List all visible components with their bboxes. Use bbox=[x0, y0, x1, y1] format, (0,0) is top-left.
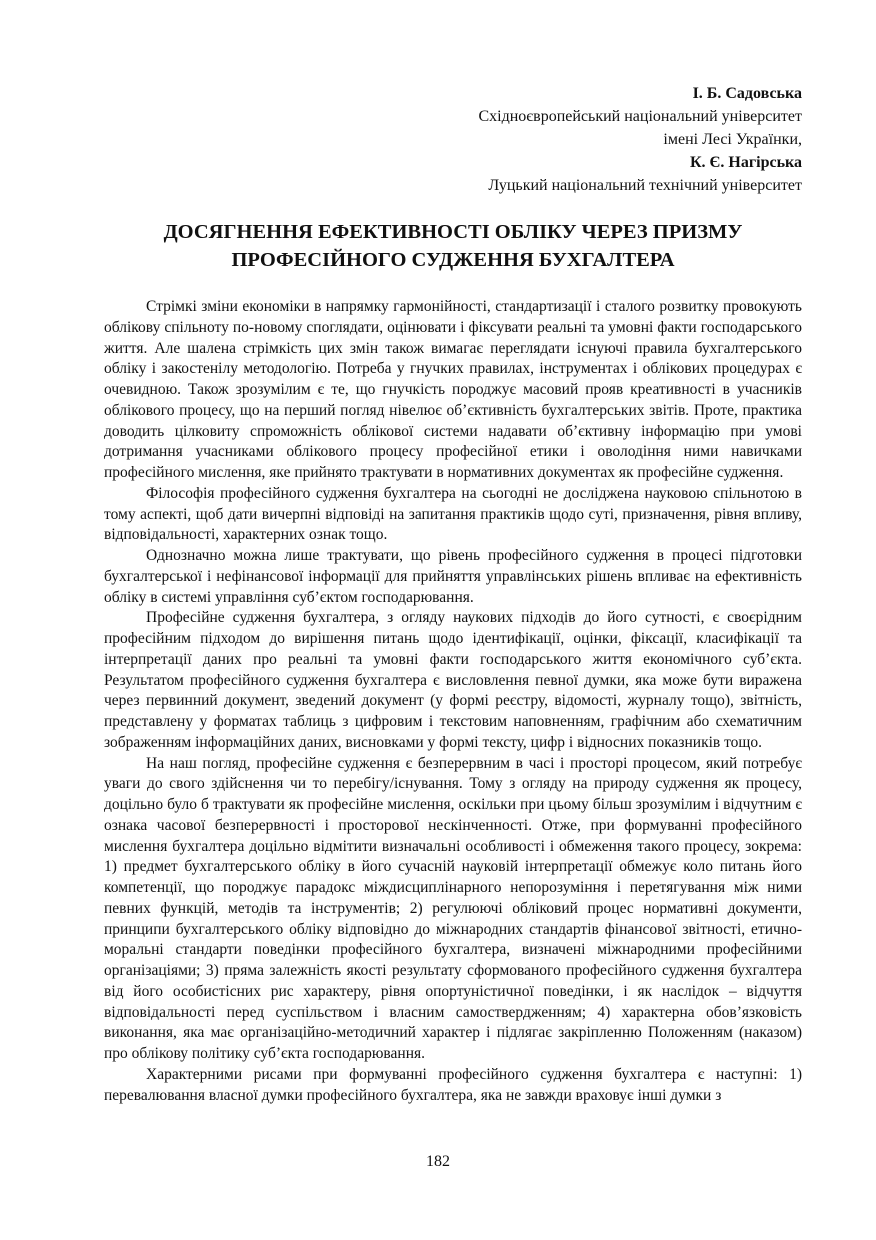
author-block bbox=[104, 82, 802, 197]
author-name: І. Б. Садовська bbox=[692, 85, 802, 102]
body-paragraph: Стрімкі зміни економіки в напрямку гармонійності, стандартизації і сталого розвитку провокують облікову спільноту по-новому споглядати, оцінювати і фіксувати реальні та умовні факти господарського життя. Але шалена стрімкість цих змін також вимагає переглядати існуючі правила бухгалтерського обліку і закостенілу методологію. Потреба у гнучких правилах, інструментах і облікових процедурах є очевидною. Також зрозумілим є те, що гнучкість породжує масовий прояв креативності в учасників облікового процесу, що на перший погляд нівелює об’єктивність бухгалтерських звітів. Проте, практика доводить цілковиту спроможність облікової системи надавати об’єктивну інформацію при умові дотримання учасниками облікового процесу професійної етики і оволодіння ними навичками професійного мислення, яке прийнято трактувати в нормативних документах як професійне судження. bbox=[104, 298, 802, 481]
article-title bbox=[104, 218, 802, 274]
author-affiliation: Східноєвропейський національний університет bbox=[478, 108, 802, 125]
body-paragraph: Професійне судження бухгалтера, з огляду наукових підходів до його сутності, є своєрідним професійним підходом до вирішення питань щодо ідентифікації, оцінки, фіксації, класифікації та інтерпретації даних про реальні та умовні факти господарського життя економічного суб’єкта. Результатом професійного судження бухгалтера є висловлення певної думки, яка може бути виражена через первинний документ, зведений документ (у формі реєстру, відомості, журналу тощо), звітність, представлену у форматах таблиць з цифровим і текстовим наповненням, графічним або схематичним зображенням інформаційних даних, висновками у формі тексту, цифр і відносних показників тощо. bbox=[104, 609, 802, 751]
author-affiliation: імені Лесі Українки, bbox=[663, 131, 802, 148]
body-paragraph: Характерними рисами при формуванні професійного судження бухгалтера є наступні: 1) перевалювання власної думки професійного бухгалтера, яка не завжди враховує інші думки з bbox=[104, 1065, 802, 1104]
page-number: 182 bbox=[426, 1153, 450, 1170]
article-page bbox=[104, 82, 802, 1106]
body-paragraph: Однозначно можна лише трактувати, що рівень професійного судження в процесі підготовки бухгалтерської і нефінансової інформації для прийняття управлінських рішень впливає на ефективність обліку в системі управління суб’єктом господарювання. bbox=[104, 547, 802, 606]
body-paragraph: Філософія професійного судження бухгалтера на сьогодні не досліджена науковою спільнотою в тому аспекті, щоб дати вичерпні відповіді на запитання практиків щодо суті, призначення, рівня впливу, відповідальності, характерних ознак тощо. bbox=[104, 484, 802, 544]
author-affiliation: Луцький національний технічний університет bbox=[488, 177, 802, 194]
article-body bbox=[104, 297, 802, 1106]
title-line: ПРОФЕСІЙНОГО СУДЖЕННЯ БУХГАЛТЕРА bbox=[231, 249, 675, 271]
author-name: К. Є. Нагірська bbox=[689, 154, 802, 171]
title-line: ДОСЯГНЕННЯ ЕФЕКТИВНОСТІ ОБЛІКУ ЧЕРЕЗ ПРИЗМУ bbox=[163, 221, 743, 243]
body-paragraph: На наш погляд, професійне судження є безперервним в часі і просторі процесом, який потребує уваги до свого здійснення чи то перебігу/існування. Тому з огляду на природу судження як процесу, доцільно було б трактувати як професійне мислення, оскільки при цьому більш зрозумілим і відчутним є ознака часової безперервності і просторової нескінченності. Отже, при формуванні професійного мислення бухгалтера доцільно відмітити визначальні особливості і обмеження такого процесу, зокрема: 1) предмет бухгалтерського обліку в його сучасній науковій інтерпретації обмежує коло питань його компетенції, що породжує парадокс міждисциплінарного непорозуміння і перетягування між ними певних функцій, методів та інструментів; 2) регулюючі обліковий процес нормативні документи, принципи бухгалтерського обліку відповідно до міжнародних стандартів фінансової звітності, етично-моральні стандарти поведінки професійного бухгалтера, визначені міжнародними професійними організаціями; 3) пряма залежність якості результату сформованого професійного судження бухгалтера від його особистісних рис характеру, рівня опортуністичної поведінки, і як наслідок – відчуття відповідальності перед суспільством і власним самоствердженням; 4) характерна обов’язковість виконання, яка має організаційно-методичний характер і підлягає закріпленню Положенням (наказом) про облікову політику суб’єкта господарювання. bbox=[104, 754, 802, 1062]
